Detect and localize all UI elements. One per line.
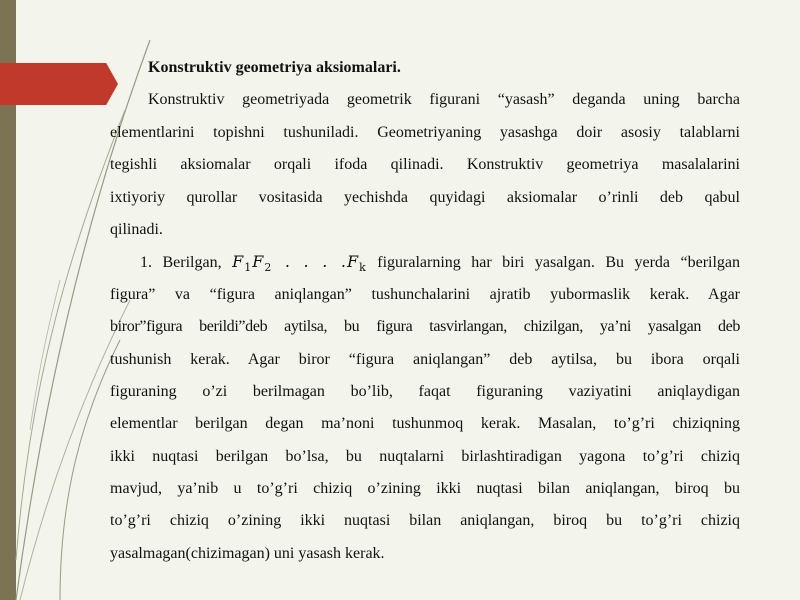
axiom-1-first-line: [110, 246, 740, 278]
axiom-1-prefix: 1. Berilgan,: [140, 254, 222, 272]
intro-line: Konstruktiv geometriyada geometrik figurani “yasash” deganda uning barcha: [148, 91, 740, 109]
axiom-1-rest: figuralarning har biri yasalgan. Bu yerda “berilgan: [377, 254, 741, 272]
figures-formula: $F_1F_2$ . . . $.F_k$: [232, 252, 367, 275]
accent-arrow-tab: [0, 63, 118, 105]
intro-line: ixtiyoriy qurollar vositasida yechishda quyidagi aksiomalar o’rinli deb qabul: [110, 188, 740, 206]
body-line: ikki nuqtasi berilgan bo’lsa, bu nuqtalarni birlashtiradigan yagona to’g’ri chiziq: [110, 447, 740, 465]
intro-paragraph: [110, 84, 740, 246]
body-line: mavjud, ya’nib u to’g’ri chiziq o’zining ikki nuqtasi bilan aniqlangan, biroq bu: [110, 480, 740, 498]
body-line: tushunish kerak. Agar biror “figura aniqlangan” deb aytilsa, bu ibora orqali: [110, 350, 740, 368]
intro-line: tegishli aksiomalar orqali ifoda qilinadi. Konstruktiv geometriya masalalarini: [110, 156, 740, 174]
axiom-1-paragraph: [110, 246, 740, 570]
body-line: elementlar berilgan degan ma’noni tushunmoq kerak. Masalan, to’g’ri chiziqning: [110, 415, 740, 433]
body-line: figura” va “figura aniqlangan” tushunchalarini ajratib yubormaslik kerak. Agar: [110, 285, 740, 303]
body-line: biror”figura berildi”deb aytilsa, bu figura tasvirlangan, chizilgan, ya’ni yasalgan deb: [110, 318, 740, 336]
intro-line: qilinadi.: [110, 220, 163, 238]
intro-line: elementlarini topishni tushuniladi. Geometriyaning yasashga doir asosiy talablarni: [110, 123, 740, 141]
body-line: to’g’ri chiziq o’zining ikki nuqtasi bilan aniqlangan, biroq bu to’g’ri chiziq: [110, 512, 740, 530]
slide-title: Konstruktiv geometriya aksiomalari.: [148, 59, 401, 76]
body-line: figuraning o’zi berilmagan bo’lib, faqat figuraning vaziyatini aniqlaydigan: [110, 382, 740, 400]
body-line: yasalmagan(chizimagan) uni yasash kerak.: [110, 544, 385, 562]
slide-content: [110, 52, 740, 570]
